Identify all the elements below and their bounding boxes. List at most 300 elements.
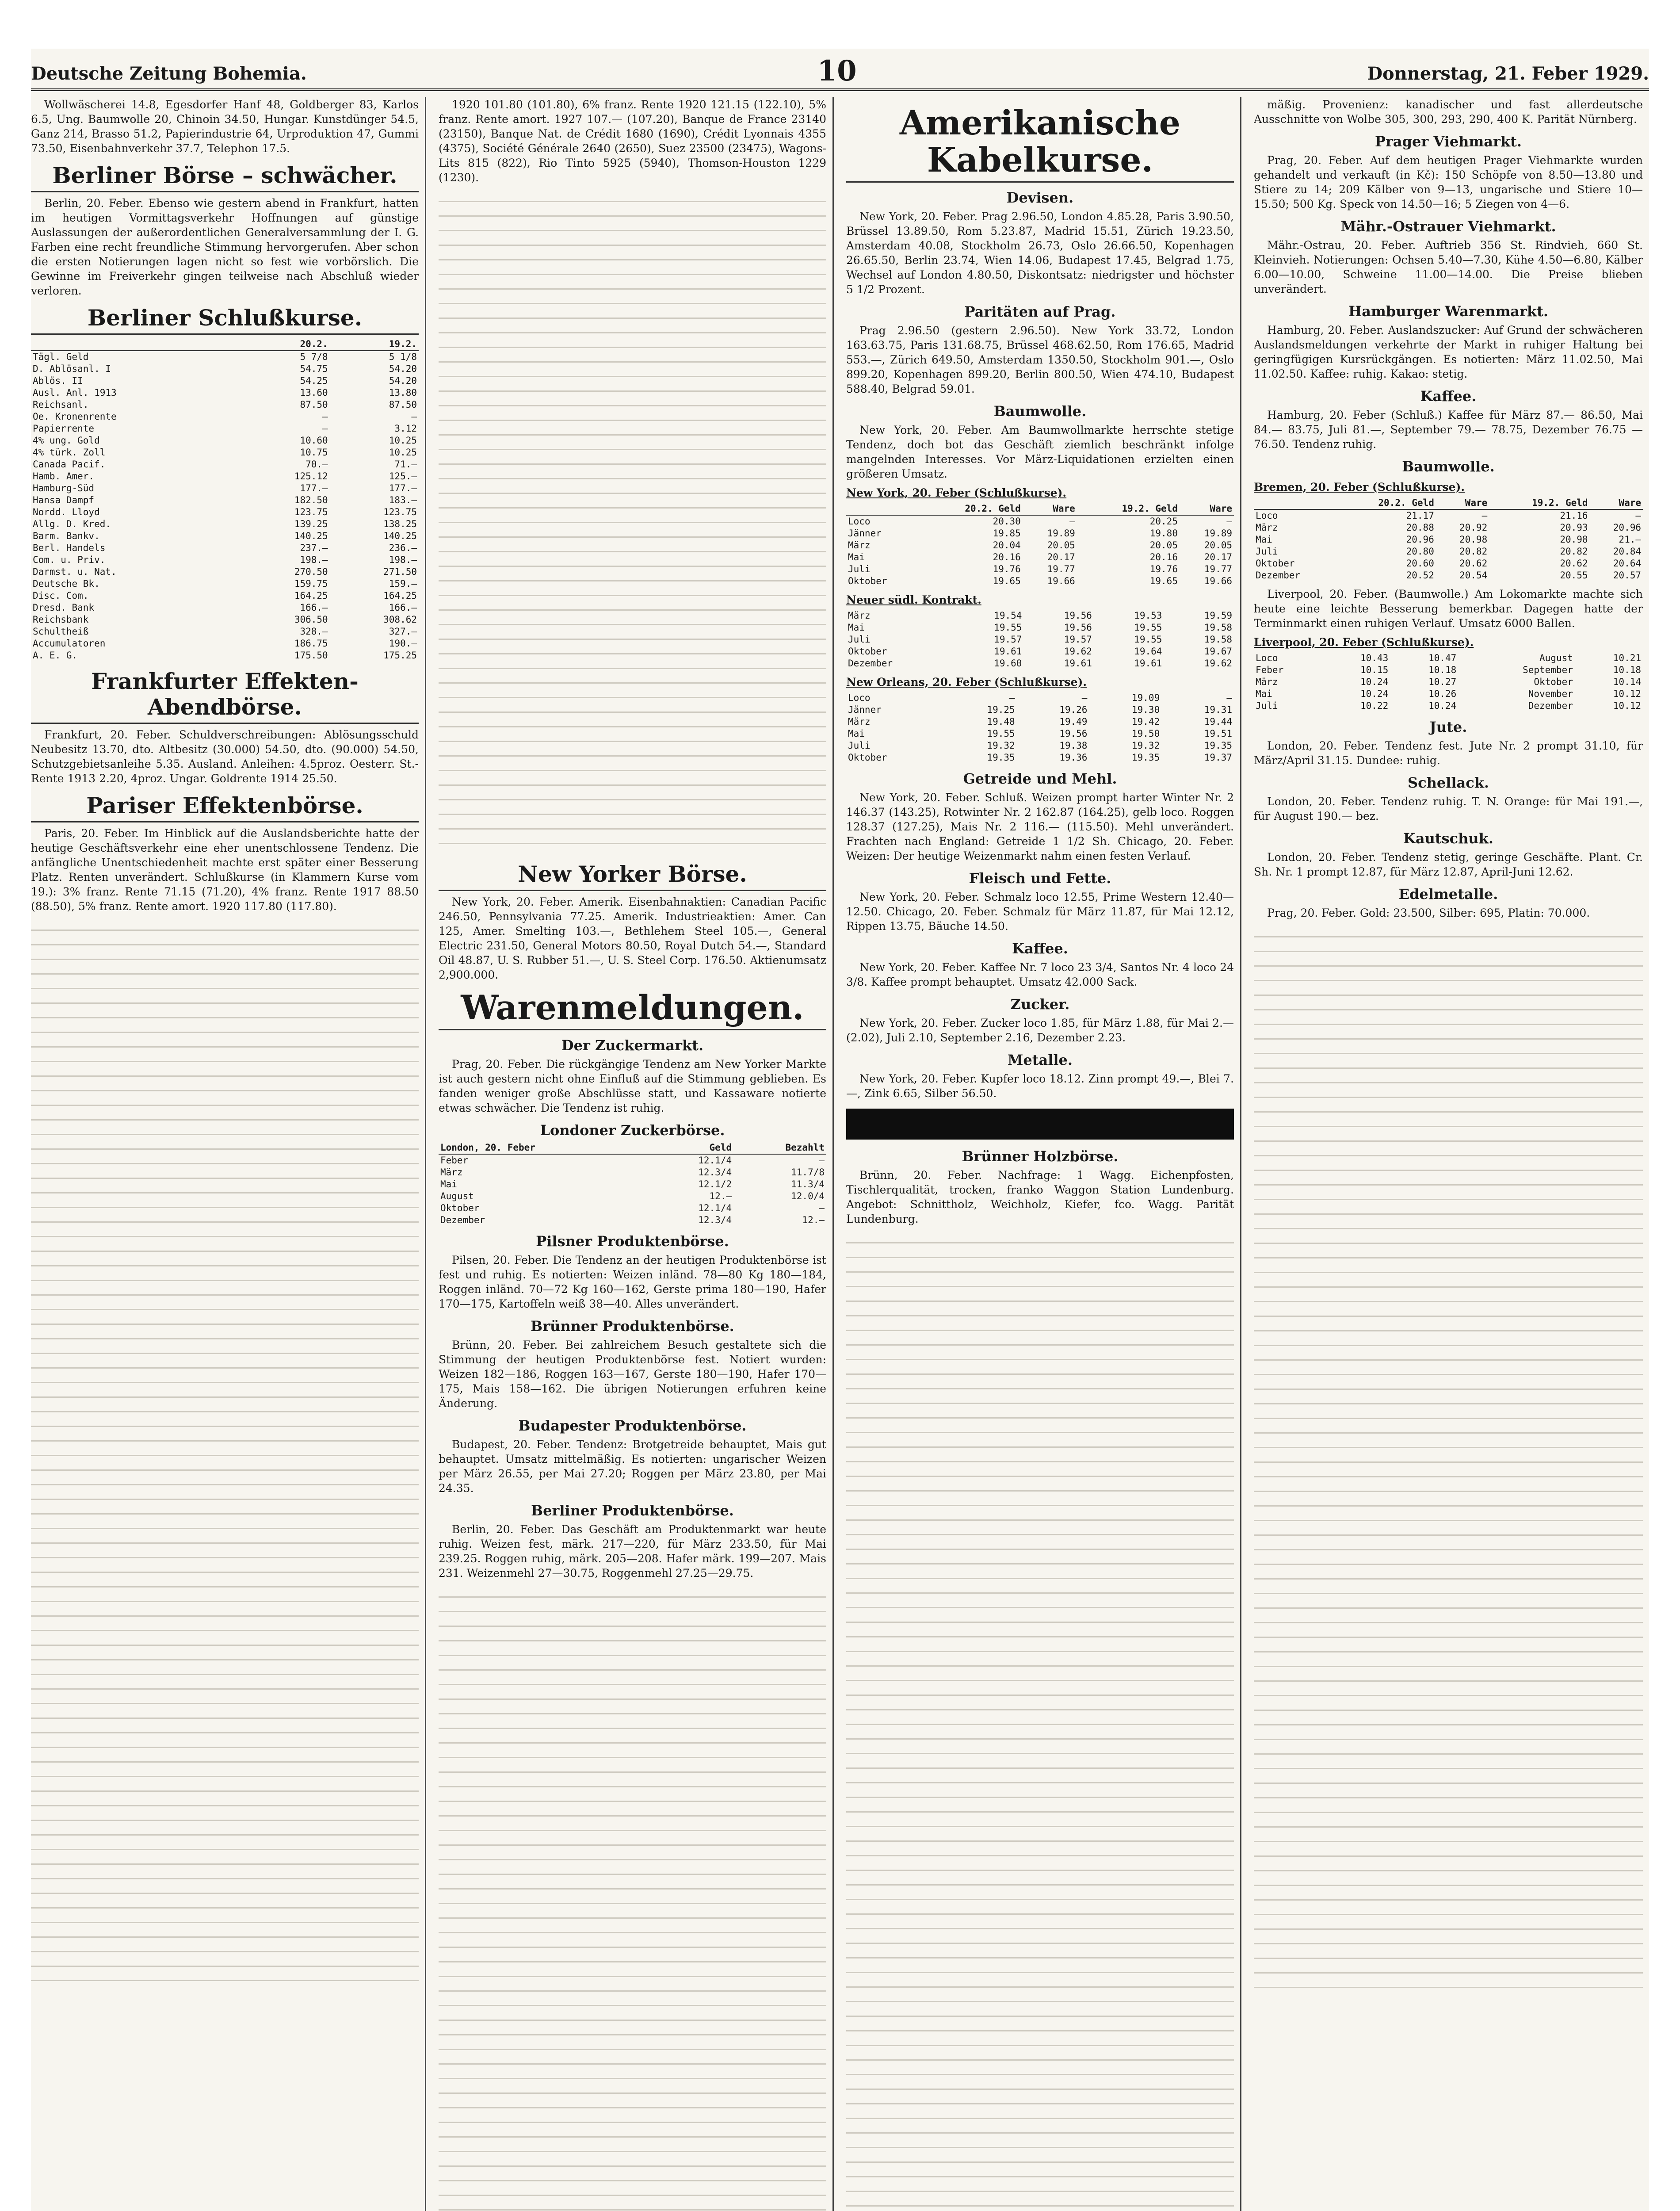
table-cell: 20.98 [1560, 534, 1588, 545]
newyork-text: New York, 20. Feber. Amerik. Eisenbahnaktien: Canadian Pacific 246.50, Pennsylvania 77.25. Amerik. Industrieaktien: Amer. Can 125, Amer. Smelting 103.—, Bethlehem Steel 105.—, General Electric 231.50, General Motors 80.50, Royal Dutch 54.—, Standard Oil 48.87, U. S. Rubber 51.—, U. S. Steel Corp. 176.50. Aktienumsatz 2,900.000. [439, 895, 826, 981]
table-cell: 125.— [389, 471, 417, 482]
table-cell: Loco [1256, 653, 1278, 663]
kaffee-hamburg-heading: Kaffee. [1420, 388, 1477, 405]
table-cell: 19.36 [1059, 752, 1088, 763]
table-cell: Hansa Dampf [33, 495, 95, 505]
table-row [846, 704, 1234, 716]
table-cell: 19.55 [987, 728, 1015, 739]
table-cell: Oktober [848, 576, 887, 586]
table-row [846, 716, 1234, 728]
table-row [31, 638, 419, 650]
table-cell: 19.57 [994, 634, 1022, 645]
table-cell: November [1528, 689, 1573, 699]
table-row [1254, 570, 1643, 581]
kautschuk-text: London, 20. Feber. Tendenz stetig, geringe Geschäfte. Plant. Cr. Sh. Nr. 1 prompt 12.87, für März 12.87, April-Juni 12.62. [1254, 851, 1643, 878]
table-cell: 19.35 [987, 752, 1015, 763]
zucker-text: Prag, 20. Feber. Die rückgängige Tendenz am New Yorker Markte ist auch gestern nicht ohne Einfluß auf die Stimmung geblieben. Es fanden weniger große Abschlüsse statt, und Kassaware notierte etwas schwächer. Die Tendenz ist ruhig. [439, 1058, 826, 1114]
table-row [31, 482, 419, 494]
table-cell: Dezember [848, 658, 893, 669]
table-cell: 20.17 [1047, 552, 1075, 562]
table-header-cell [31, 338, 241, 351]
table-cell: 19.58 [1204, 634, 1232, 645]
table-cell: 19.26 [1059, 704, 1088, 715]
berliner-produkten-text: Berlin, 20. Feber. Das Geschäft am Produktenmarkt war heute ruhig. Weizen fest, märk. 217—220, für März 233.50, für Mai 239.25. Roggen ruhig, märk. 205—208. Hafer märk. 199—207. Mais 231. Weizenmehl 27—30.75, Roggenmehl 27.25—29.75. [439, 1523, 826, 1580]
table-row [31, 387, 419, 399]
table-row [1254, 664, 1643, 676]
table-cell: Allg. D. Kred. [33, 519, 111, 529]
table-cell: 19.35 [1204, 740, 1232, 751]
jute-heading: Jute. [1429, 719, 1467, 735]
masthead [31, 49, 1649, 91]
table-cell: 175.25 [383, 650, 417, 661]
table-cell: — [1069, 516, 1075, 527]
col4-intro: mäßig. Provenienz: kanadischer und fast allerdeutsche Ausschnitte von Wolbe 305, 300, 293, 290, 400 K. Parität Nürnberg. [1254, 98, 1643, 126]
table-cell: Ablös. II [33, 375, 83, 386]
table-row [439, 1214, 826, 1226]
table-header-cell: Ware [1023, 503, 1077, 515]
table-cell: 5 1/8 [389, 352, 417, 362]
table-cell: Darmst. u. Nat. [33, 566, 117, 577]
table-cell: 20.60 [1406, 558, 1434, 569]
schellack-text: London, 20. Feber. Tendenz ruhig. T. N. Orange: für Mai 191.—, für August 190.— bez. [1254, 795, 1643, 822]
pilsner-heading: Pilsner Produktenbörse. [536, 1233, 729, 1250]
table-cell: Accumulatoren [33, 638, 106, 649]
table-cell: 10.25 [389, 447, 417, 458]
table-cell: 166.— [389, 602, 417, 613]
table-cell: 19.76 [993, 564, 1021, 574]
table-cell: 20.84 [1613, 546, 1641, 557]
table-cell: 19.51 [1204, 728, 1232, 739]
table-cell: 10.22 [1360, 700, 1389, 711]
column-4-continued-text [1254, 926, 1643, 1988]
table-cell: 139.25 [294, 519, 328, 529]
table-cell: Ausl. Anl. 1913 [33, 387, 117, 398]
table-cell: 20.62 [1459, 558, 1488, 569]
column-3-continued-text [846, 1232, 1234, 2211]
table-cell: Loco [848, 516, 871, 527]
table-cell: 19.09 [1132, 692, 1160, 703]
table-cell: 270.50 [294, 566, 328, 577]
berlin-schluss-table [31, 338, 419, 662]
table-cell: 10.26 [1428, 689, 1457, 699]
table-cell: — [1226, 516, 1232, 527]
table-cell: — [1009, 692, 1015, 703]
table-row [846, 563, 1234, 575]
table-cell: D. Ablösanl. I [33, 363, 111, 374]
table-row [846, 728, 1234, 740]
table-header-cell: 19.2. Geld [1489, 497, 1589, 509]
table-cell: 19.64 [1134, 646, 1162, 657]
table-cell: 54.25 [300, 375, 328, 386]
table-cell: 87.50 [300, 399, 328, 410]
table-cell: Feber [1256, 665, 1284, 675]
table-cell: 20.96 [1406, 534, 1434, 545]
table-cell: 164.25 [383, 590, 417, 601]
paris-heading: Pariser Effektenbörse. [31, 793, 419, 822]
table-cell: 20.54 [1459, 570, 1488, 581]
table-cell: 140.25 [294, 531, 328, 541]
table-row [846, 622, 1234, 634]
table-cell: 159.75 [294, 578, 328, 589]
table-cell: 308.62 [383, 614, 417, 625]
col2-intro: 1920 101.80 (101.80), 6% franz. Rente 1920 121.15 (122.10), 5% franz. Rente amort. 1927 107.— (107.20), Banque de France 23140 (23150), Banque Nat. de Crédit 1680 (1690), Crédit Lyonnais 4355 (4375), Société Générale 2640 (2650), Suez 23500 (23475), Wagons-Lits 815 (822), Rio Tinto 5925 (5940), Thomson-Houston 1229 (1230). [439, 98, 826, 184]
table-row [1254, 509, 1643, 522]
table-cell: Dezember [1528, 700, 1573, 711]
table-cell: 140.25 [383, 531, 417, 541]
devisen-text: New York, 20. Feber. Prag 2.96.50, London 4.85.28, Paris 3.90.50, Brüssel 13.89.50, Rom 5.23.87, Madrid 15.51, Zürich 19.23.50, Amsterdam 40.08, Stockholm 26.73, Oslo 26.66.50, Kopenhagen 26.65.50, Berlin 23.74, Wien 14.06, Budapest 17.45, Belgrad 1.75, Wechsel auf London 4.80.50, Diskontsatz: niedrigster und höchster 5 1/2 Prozent. [846, 210, 1234, 296]
warenmeldungen-heading: Warenmeldungen. [439, 989, 826, 1030]
table-cell: 11.7/8 [791, 1167, 825, 1178]
table-cell: 19.61 [1134, 658, 1162, 669]
table-cell: 19.66 [1047, 576, 1075, 586]
table-cell: 19.55 [1134, 622, 1162, 633]
table-cell: 182.50 [294, 495, 328, 505]
table-cell: 19.60 [994, 658, 1022, 669]
berlin-boerse-text: Berlin, 20. Feber. Ebenso wie gestern abend in Frankfurt, hatten im heutigen Vormittagsverkehr Hoffnungen auf günstige Auslassungen der außerordentlichen Generalversammlung der I. G. Farben eine recht freundliche Stimmung hervorgerufen. Aber schon die ersten Notierungen lagen nicht so fest wie vorbörslich. Die Gewinne im Freiverkehr gingen teilweise nach Abschluß wieder verloren. [31, 197, 419, 297]
ny-baumwolle-table [846, 503, 1234, 587]
table-cell: Loco [848, 692, 871, 703]
table-header-cell: Ware [1436, 497, 1489, 509]
pilsner-text: Pilsen, 20. Feber. Die Tendenz an der heutigen Produktenbörse ist fest und ruhig. Es notierten: Weizen inländ. 78—80 Kg 180—184, Roggen inländ. 70—72 Kg 160—162, Gerste prima 180—190, Hafer 170—175, Kartoffeln weiß 38—40. Alles unverändert. [439, 1254, 826, 1310]
col1-intro: Wollwäscherei 14.8, Egesdorfer Hanf 48, Goldberger 83, Karlos 6.5, Ung. Baumwolle 20, Chinoin 34.50, Hungar. Kunstdünger 54.5, Ganz 214, Brasso 51.2, Papierindustrie 64, Urproduktion 47, Gummi 73.50, Eisenbahnverkehr 37.7, Telephon 17.5. [31, 98, 419, 155]
table-row [1254, 522, 1643, 534]
paper-name: Deutsche Zeitung Bohemia. [31, 63, 307, 84]
table-cell: Loco [1256, 510, 1278, 521]
table-row [31, 650, 419, 662]
table-cell: 20.16 [1149, 552, 1178, 562]
table-cell: 123.75 [383, 507, 417, 517]
table-cell: 19.57 [1064, 634, 1092, 645]
table-row [31, 399, 419, 411]
table-cell: 20.52 [1406, 570, 1434, 581]
table-cell: 12.0/4 [791, 1191, 825, 1201]
kaffee-ny-heading: Kaffee. [1012, 940, 1068, 957]
table-row [439, 1178, 826, 1190]
table-row [31, 435, 419, 447]
table-cell: Barm. Bankv. [33, 531, 100, 541]
table-cell: 10.25 [389, 435, 417, 446]
table-cell: 11.3/4 [791, 1179, 825, 1190]
table-row [1254, 652, 1643, 664]
table-row [31, 542, 419, 554]
bruenner-heading: Brünner Produktenbörse. [531, 1318, 734, 1335]
table-cell: 20.05 [1047, 540, 1075, 551]
berlin-schluss-heading: Berliner Schlußkurse. [31, 305, 419, 335]
column-3 [846, 97, 1241, 2211]
table-cell: 138.25 [383, 519, 417, 529]
ny-schluss-label: New York, 20. Feber (Schlußkurse). [846, 486, 1067, 499]
table-cell: 177.— [389, 483, 417, 493]
table-cell: 164.25 [294, 590, 328, 601]
table-cell: Juli [1256, 700, 1278, 711]
table-row [1254, 700, 1643, 712]
table-cell: Mai [1256, 689, 1272, 699]
table-cell: 19.65 [1149, 576, 1178, 586]
table-cell: 10.18 [1428, 665, 1457, 675]
table-cell: 125.12 [294, 471, 328, 482]
table-cell: 19.62 [1064, 646, 1092, 657]
table-cell: 10.43 [1360, 653, 1389, 663]
table-cell: Juli [1256, 546, 1278, 557]
table-cell: 19.56 [1059, 728, 1088, 739]
table-cell: Juli [848, 564, 871, 574]
table-cell: 10.47 [1428, 653, 1457, 663]
table-cell: — [819, 1155, 825, 1166]
edelmetalle-text: Prag, 20. Feber. Gold: 23.500, Silber: 695, Platin: 70.000. [1267, 907, 1590, 919]
table-cell: — [1635, 510, 1641, 521]
table-cell: — [322, 423, 328, 434]
column-2-continued-text [439, 1587, 826, 2211]
berliner-produkten-heading: Berliner Produktenbörse. [531, 1502, 734, 1519]
table-cell: 20.98 [1459, 534, 1488, 545]
table-row [31, 602, 419, 614]
table-cell: 19.58 [1204, 622, 1232, 633]
table-cell: 271.50 [383, 566, 417, 577]
table-cell: 198.— [300, 555, 328, 565]
hamburger-text: Hamburg, 20. Feber. Auslandszucker: Auf Grund der schwächeren Auslandsmeldungen verkehrte der Markt in ruhiger Haltung bei geringfügigen Kursrückgängen. Es notierten: März 11.02.50, Mai 11.02.50. Kaffee: ruhig. Kakao: stetig. [1254, 324, 1643, 380]
table-row [846, 528, 1234, 539]
table-cell: Mai [440, 1179, 457, 1190]
table-cell: Jänner [848, 528, 882, 539]
table-cell: 10.21 [1613, 653, 1641, 663]
table-cell: 20.30 [993, 516, 1021, 527]
table-cell: Oktober [848, 752, 887, 763]
getreide-heading: Getreide und Mehl. [963, 770, 1117, 787]
table-cell: 13.80 [389, 387, 417, 398]
table-cell: 19.35 [1132, 752, 1160, 763]
table-cell: 19.49 [1059, 716, 1088, 727]
table-cell: Hamburg-Süd [33, 483, 95, 493]
table-row [31, 506, 419, 518]
table-row [439, 1167, 826, 1178]
table-row [31, 530, 419, 542]
table-cell: 20.57 [1613, 570, 1641, 581]
table-cell: Hamb. Amer. [33, 471, 95, 482]
zucker-ny-text: New York, 20. Feber. Zucker loco 1.85, für März 1.88, für Mai 2.— (2.02), Juli 2.10, September 2.16, Dezember 2.23. [846, 1017, 1234, 1044]
zucker-heading: Der Zuckermarkt. [561, 1037, 704, 1054]
ostrau-text: Mähr.-Ostrau, 20. Feber. Auftrieb 356 St. Rindvieh, 660 St. Kleinvieh. Notierungen: Ochsen 5.40—7.30, Kühe 4.50—6.80, Kälber 6.00—10.00, Schweine 11.00—14.00. Die Preise blieben unverändert. [1254, 239, 1643, 295]
table-cell: März [848, 540, 871, 551]
table-cell: 10.12 [1613, 700, 1641, 711]
table-cell: 20.96 [1613, 522, 1641, 533]
table-cell: 21.16 [1560, 510, 1588, 521]
table-cell: 20.25 [1149, 516, 1178, 527]
budapest-heading: Budapester Produktenbörse. [518, 1417, 747, 1434]
table-cell: 12.1/4 [698, 1155, 732, 1166]
table-cell: 186.75 [294, 638, 328, 649]
table-cell: 19.38 [1059, 740, 1088, 751]
table-cell: Berl. Handels [33, 543, 106, 553]
table-cell: 19.76 [1149, 564, 1178, 574]
table-cell: Canada Pacif. [33, 459, 106, 470]
neuer-kontrakt-table [846, 610, 1234, 669]
table-cell: 19.42 [1132, 716, 1160, 727]
table-row [1254, 558, 1643, 570]
table-row [31, 423, 419, 435]
ostrau-heading: Mähr.-Ostrauer Viehmarkt. [1340, 218, 1556, 235]
table-cell: 19.50 [1132, 728, 1160, 739]
table-cell: 20.17 [1204, 552, 1232, 562]
table-row [31, 471, 419, 482]
table-cell: 19.77 [1204, 564, 1232, 574]
zucker-ny-heading: Zucker. [1010, 996, 1070, 1013]
table-cell: 166.— [300, 602, 328, 613]
holz-heading: Brünner Holzbörse. [962, 1148, 1119, 1165]
table-cell: Mai [1256, 534, 1272, 545]
getreide-text: New York, 20. Feber. Schluß. Weizen prompt harter Winter Nr. 2 146.37 (143.25), Rotwinter Nr. 2 162.87 (164.25), gelb loco. Roggen 128.37 (127.25), Mais Nr. 2 116.— (115.50). Mehl unverändert. Frachten nach England: Getreide 1 1/2 Sh. Chicago, 20. Feber. Weizen: Der heutige Weizenmarkt nahm einen festen Verlauf. [846, 791, 1234, 862]
table-cell: 5 7/8 [300, 352, 328, 362]
holz-text: Brünn, 20. Feber. Nachfrage: 1 Wagg. Eichenpfosten, Tischlerqualität, trocken, franko Waggon Station Lundenburg. Angebot: Schnittholz, Weichholz, Kiefer, fco. Wagg. Parität Lundenburg. [846, 1169, 1234, 1225]
table-cell: September [1523, 665, 1573, 675]
table-cell: 20.05 [1149, 540, 1178, 551]
table-cell: 177.— [300, 483, 328, 493]
schellack-heading: Schellack. [1407, 774, 1489, 791]
table-cell: März [1256, 677, 1278, 687]
table-cell: 19.77 [1047, 564, 1075, 574]
table-cell: Dezember [440, 1215, 485, 1225]
liverpool-label: Liverpool, 20. Feber (Schlußkurse). [1254, 636, 1474, 649]
kautschuk-heading: Kautschuk. [1403, 830, 1493, 847]
table-cell: 19.56 [1064, 622, 1092, 633]
table-row [31, 518, 419, 530]
table-cell: 12.3/4 [698, 1215, 732, 1225]
table-cell: 19.62 [1204, 658, 1232, 669]
column-4 [1254, 97, 1649, 2211]
table-row [31, 494, 419, 506]
kabelkurse-heading: Amerikanische Kabelkurse. [846, 104, 1234, 183]
table-cell: Mai [848, 728, 865, 739]
newspaper-page [31, 49, 1649, 2211]
table-cell: 10.75 [300, 447, 328, 458]
columns [31, 97, 1649, 2211]
fleisch-text: New York, 20. Feber. Schmalz loco 12.55, Prime Western 12.40—12.50. Chicago, 20. Feber. Schmalz für März 11.87, für Mai 12.12, Rippen 13.75, Bäuche 14.50. [846, 891, 1234, 933]
edelmetalle-heading: Edelmetalle. [1398, 886, 1498, 903]
budapest-text: Budapest, 20. Feber. Tendenz: Brotgetreide behauptet, Mais gut behauptet. Umsatz mittelmäßig. Es notierten: ungarischer Weizen per März 26.55, per Mai 27.20; Roggen per März 23.80, per Mai 24.35. [439, 1438, 826, 1495]
table-row [31, 363, 419, 375]
table-cell: 4% türk. Zoll [33, 447, 106, 458]
table-cell: 4% ung. Gold [33, 435, 100, 446]
table-header-cell: 20.2. Geld [920, 503, 1023, 515]
table-cell: 19.37 [1204, 752, 1232, 763]
table-row [846, 752, 1234, 764]
table-cell: 20.82 [1560, 546, 1588, 557]
table-cell: 10.60 [300, 435, 328, 446]
table-row [31, 351, 419, 363]
table-row [31, 626, 419, 638]
table-cell: März [1256, 522, 1278, 533]
table-row [31, 614, 419, 626]
table-cell: Nordd. Lloyd [33, 507, 100, 517]
table-cell: 20.88 [1406, 522, 1434, 533]
date-line: Donnerstag, 21. Feber 1929. [1367, 63, 1649, 84]
table-cell: März [848, 716, 871, 727]
table-cell: Reichsanl. [33, 399, 89, 410]
table-cell: 19.85 [993, 528, 1021, 539]
jute-text: London, 20. Feber. Tendenz fest. Jute Nr. 2 prompt 31.10, für März/April 31.15. Dundee: ruhig. [1254, 739, 1643, 767]
table-cell: 20.82 [1459, 546, 1488, 557]
table-cell: Oktober [1256, 558, 1295, 569]
table-cell: 12.3/4 [698, 1167, 732, 1178]
table-header-cell [1254, 497, 1336, 509]
table-row [31, 411, 419, 423]
table-cell: Oktober [440, 1203, 480, 1213]
liverpool-table [1254, 652, 1643, 712]
table-cell: 327.— [389, 626, 417, 637]
table-cell: 10.24 [1360, 689, 1389, 699]
bremen-table [1254, 497, 1643, 581]
table-cell: Papierrente [33, 423, 95, 434]
table-cell: 19.61 [1064, 658, 1092, 669]
table-cell: 19.31 [1204, 704, 1232, 715]
table-cell: 19.67 [1204, 646, 1232, 657]
table-cell: — [819, 1203, 825, 1213]
table-cell: 70.— [305, 459, 328, 470]
baumwolle-text: New York, 20. Feber. Am Baumwollmarkte herrschte stetige Tendenz, doch bot das Geschäft ziemlich beschränkt infolge mangelnden Interesses. Vor März-Liquidationen erzielten einen größeren Umsatz. [846, 424, 1234, 480]
table-cell: 19.66 [1204, 576, 1232, 586]
table-row [31, 590, 419, 602]
table-cell: Juli [848, 740, 871, 751]
frankfurt-text: Frankfurt, 20. Feber. Schuldverschreibungen: Ablösungsschuld Neubesitz 13.70, dto. Altbesitz (30.000) 54.50, dto. (90.000) 54.50, Schutzgebietsanleihe 5.35. Ausland. Anleihen: 4.5proz. Oesterr. St.-Rente 1913 2.20, 4proz. Ungar. Goldrente 1914 25.50. [31, 728, 419, 785]
baumwolle-heading: Baumwolle. [993, 403, 1087, 420]
table-cell: August [440, 1191, 474, 1201]
table-cell: 198.— [389, 555, 417, 565]
devisen-heading: Devisen. [1006, 189, 1074, 206]
table-cell: Disc. Com. [33, 590, 89, 601]
fleisch-heading: Fleisch und Fette. [969, 870, 1111, 887]
prager-vieh-text: Prag, 20. Feber. Auf dem heutigen Prager Viehmarkte wurden gehandelt und verkauft (in Kč): 150 Schöpfe von 8.50—13.80 und Stiere zu 14; 209 Kälber von 9—13, ungarische und Stiere 10—15.50; 500 Kg. Speck von 14.50—16; 5 Ziegen von 4—6. [1254, 154, 1643, 210]
table-cell: 19.56 [1064, 610, 1092, 621]
bremen-label: Bremen, 20. Feber (Schlußkurse). [1254, 481, 1465, 493]
table-header-cell: London, 20. Feber [439, 1142, 653, 1154]
table-header-cell: Geld [653, 1142, 733, 1154]
prager-vieh-heading: Prager Viehmarkt. [1375, 133, 1522, 150]
london-zucker-table [439, 1142, 826, 1226]
table-cell: Juli [848, 634, 871, 645]
table-cell: — [1081, 692, 1088, 703]
table-cell: 19.48 [987, 716, 1015, 727]
table-cell: 12.1/2 [698, 1179, 732, 1190]
table-cell: Reichsbank [33, 614, 89, 625]
table-cell: 190.— [389, 638, 417, 649]
table-cell: 10.24 [1428, 700, 1457, 711]
table-cell: 328.— [300, 626, 328, 637]
table-cell: 54.75 [300, 363, 328, 374]
table-cell: 19.55 [994, 622, 1022, 633]
table-row [439, 1154, 826, 1167]
table-cell: 19.89 [1047, 528, 1075, 539]
london-zucker-heading: Londoner Zuckerbörse. [540, 1122, 725, 1139]
page-number: 10 [817, 54, 857, 88]
berlin-boerse-heading: Berliner Börse – schwächer. [31, 163, 419, 192]
table-cell: 123.75 [294, 507, 328, 517]
table-cell: 175.50 [294, 650, 328, 661]
table-cell: 19.61 [994, 646, 1022, 657]
table-row [31, 459, 419, 471]
table-row [31, 447, 419, 459]
table-cell: 19.54 [994, 610, 1022, 621]
table-cell: 19.53 [1134, 610, 1162, 621]
table-cell: 3.12 [394, 423, 417, 434]
table-header-cell: 20.2. [241, 338, 329, 351]
paritaeten-text: Prag 2.96.50 (gestern 2.96.50). New York 33.72, London 163.63.75, Paris 131.68.75, Brüssel 468.62.50, Rom 176.65, Madrid 553.—, Zürich 649.50, Amsterdam 1350.50, Stockholm 901.—, Oslo 899.20, Kopenhagen 899.20, Berlin 800.50, Wien 474.10, Budapest 588.40, Belgrad 59.01. [846, 324, 1234, 395]
table-row [846, 740, 1234, 752]
table-cell: 12.— [802, 1215, 825, 1225]
kaffee-ny-text: New York, 20. Feber. Kaffee Nr. 7 loco 23 3/4, Santos Nr. 4 loco 24 3/8. Kaffee prompt behauptet. Umsatz 42.000 Sack. [846, 961, 1234, 988]
table-cell: 236.— [389, 543, 417, 553]
table-header-cell: Ware [1590, 497, 1643, 509]
table-cell: Oe. Kronenrente [33, 411, 117, 422]
table-row [439, 1190, 826, 1202]
